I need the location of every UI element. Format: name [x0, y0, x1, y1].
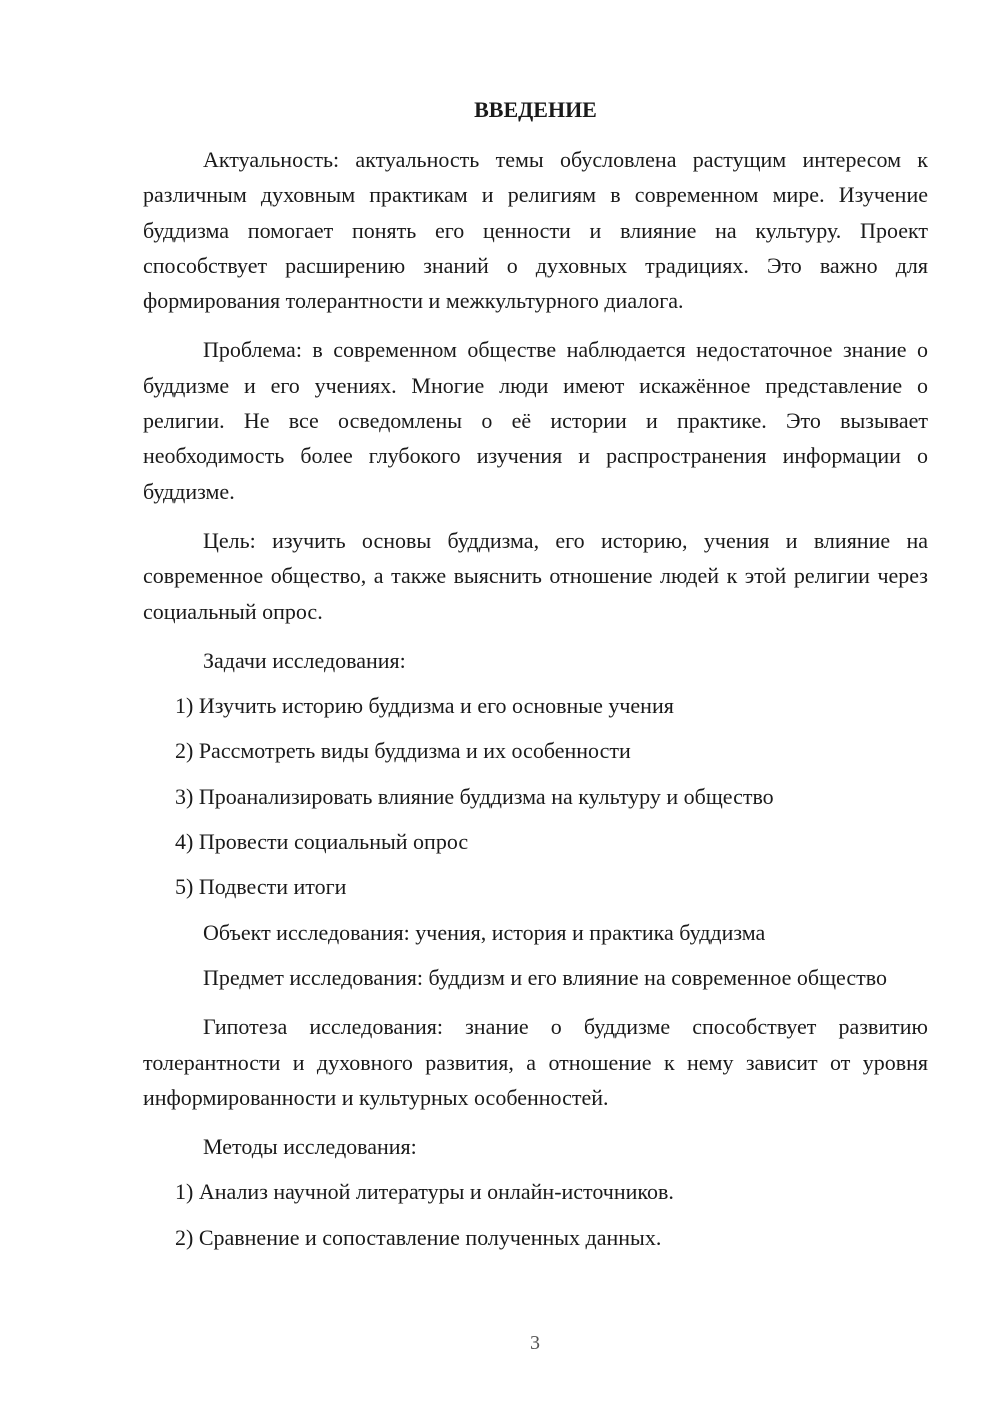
list-item: 2) Рассмотреть виды буддизма и их особенности — [175, 738, 631, 764]
page-number: 3 — [530, 1332, 540, 1354]
methods-list — [143, 1174, 928, 1255]
list-item: 2) Сравнение и сопоставление полученных данных. — [175, 1224, 662, 1250]
goal-paragraph: Цель: изучить основы буддизма, его историю, учения и влияние на современное общество, а также выяснить отношение людей к этой религии через социальный опрос. — [143, 527, 928, 624]
section-title: ВВЕДЕНИЕ — [474, 97, 597, 122]
document-page — [143, 92, 928, 1255]
relevance-paragraph: Актуальность: актуальность темы обусловлена растущим интересом к различным духовным практикам и религиям в современном мире. Изучение буддизма помогает понять его ценности и влияние на культуру. Проект способствует расширению знаний о духовных традициях. Это важно для формирования толерантности и межкультурного диалога. — [143, 147, 928, 314]
object-paragraph: Объект исследования: учения, история и практика буддизма — [203, 919, 766, 945]
methods-heading: Методы исследования: — [203, 1134, 417, 1160]
tasks-list — [143, 688, 928, 904]
subject-paragraph: Предмет исследования: буддизм и его влияние на современное общество — [203, 964, 887, 990]
list-item: 3) Проанализировать влияние буддизма на культуру и общество — [175, 783, 774, 809]
list-item: 5) Подвести итоги — [175, 874, 347, 900]
problem-paragraph: Проблема: в современном обществе наблюдается недостаточное знание о буддизме и его учениях. Многие люди имеют искажённое представление о религии. Не все осведомлены о её истории и практике. Это вызывает необходимость более глубокого изучения и распространения информации о буддизме. — [143, 337, 928, 504]
hypothesis-paragraph: Гипотеза исследования: знание о буддизме способствует развитию толерантности и духовного развития, а отношение к нему зависит от уровня информированности и культурных особенностей. — [143, 1014, 928, 1110]
list-item: 4) Провести социальный опрос — [175, 829, 469, 855]
list-item: 1) Анализ научной литературы и онлайн-источников. — [175, 1179, 674, 1205]
tasks-heading: Задачи исследования: — [203, 647, 406, 673]
list-item: 1) Изучить историю буддизма и его основные учения — [175, 693, 674, 719]
